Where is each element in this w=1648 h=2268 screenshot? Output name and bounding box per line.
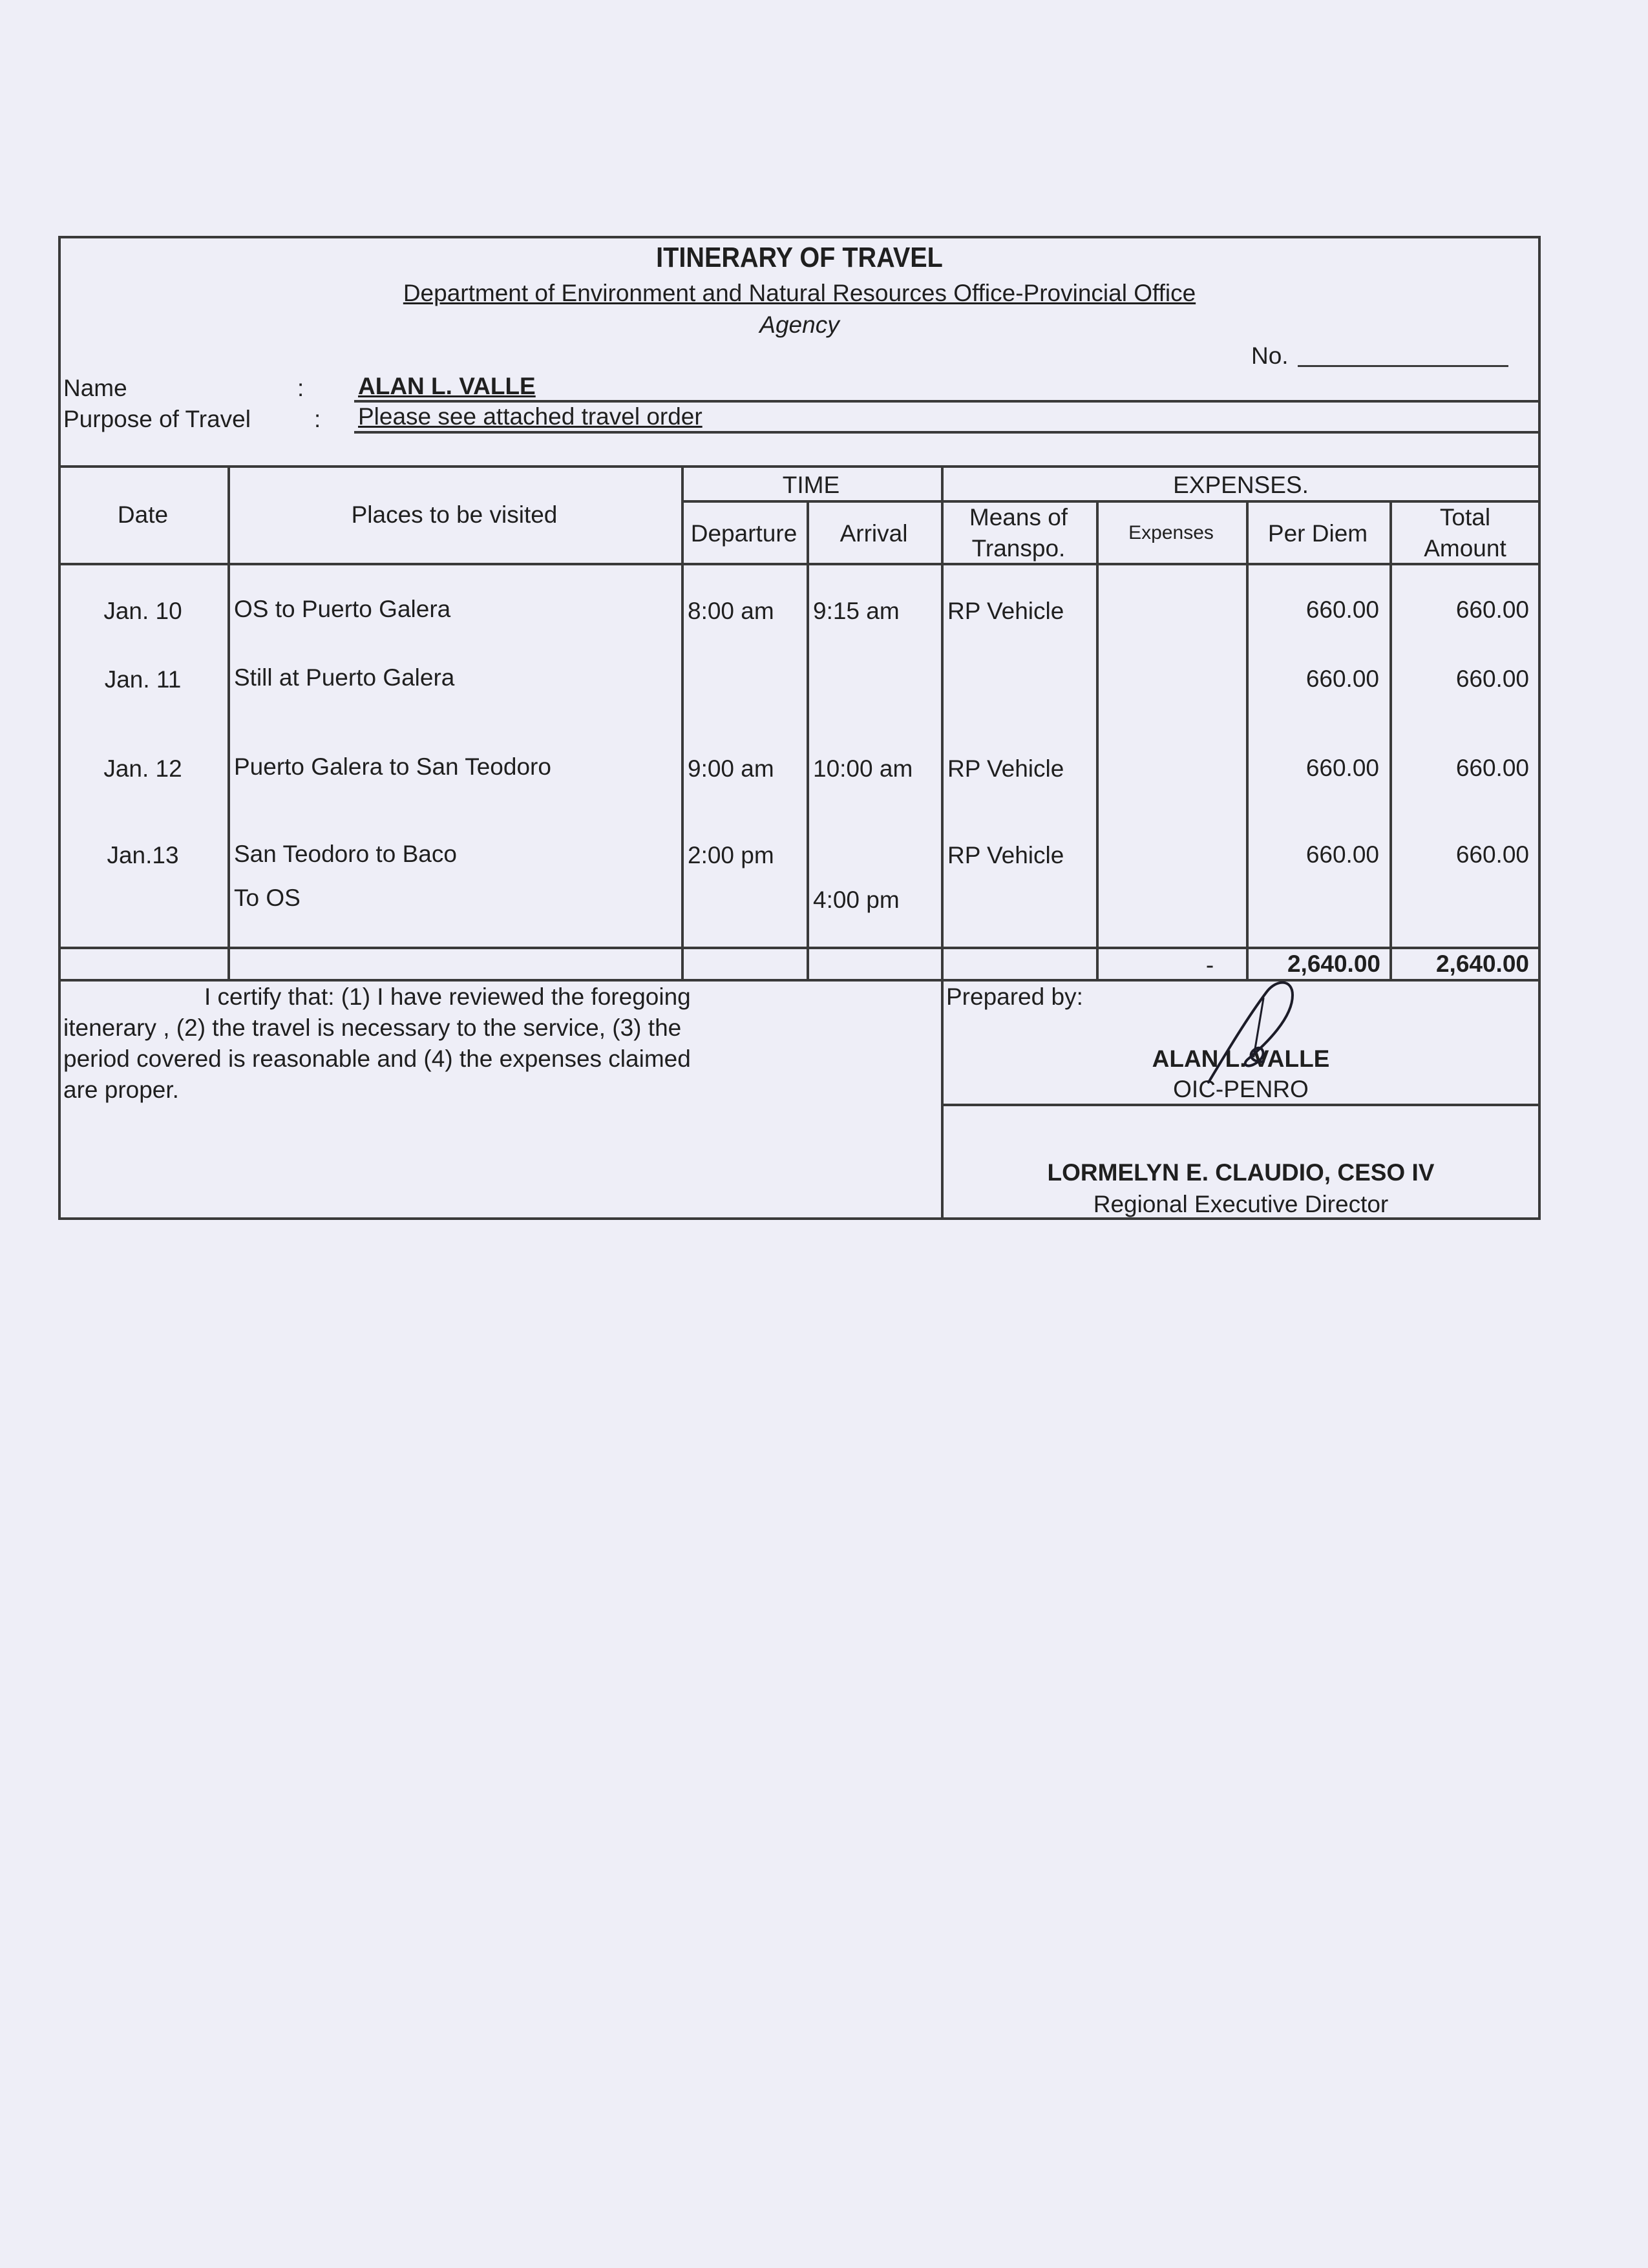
header-expenses-group: EXPENSES.: [1173, 472, 1309, 498]
certification-line3: period covered is reasonable and (4) the expenses claimed: [63, 1045, 691, 1072]
name-rule: [354, 400, 1539, 403]
purpose-label: Purpose of Travel: [63, 406, 251, 432]
row1-means: RP Vehicle: [947, 598, 1064, 624]
office-name: Department of Environment and Natural Resources Office-Provincial Office: [403, 280, 1196, 306]
prepared-by-label: Prepared by:: [946, 983, 1083, 1010]
header-bottom-line: [58, 563, 1541, 565]
col-line-expenses: [1246, 500, 1249, 980]
totals-top-line: [58, 947, 1541, 949]
total-amount: 2,640.00: [1435, 950, 1529, 977]
certification-line2: itenerary , (2) the travel is necessary to the service, (3) the: [63, 1014, 682, 1041]
row3-arrival: 10:00 am: [813, 755, 913, 782]
header-total-line2: Amount: [1424, 535, 1506, 562]
row1-total: 660.00: [1455, 596, 1529, 623]
approver-position: Regional Executive Director: [1093, 1191, 1389, 1217]
row3-per-diem: 660.00: [1305, 755, 1379, 781]
total-expenses: -: [1205, 952, 1214, 978]
row1-place: OS to Puerto Galera: [234, 596, 451, 622]
name-label: Name: [63, 375, 127, 401]
certification-line1: I certify that: (1) I have reviewed the foregoing: [204, 983, 691, 1010]
purpose-colon: :: [314, 406, 321, 432]
certification-line4: are proper.: [63, 1076, 179, 1103]
row5-arrival: 4:00 pm: [813, 887, 900, 913]
approver-name: LORMELYN E. CLAUDIO, CESO IV: [1047, 1159, 1435, 1186]
row4-total: 660.00: [1455, 841, 1529, 868]
header-means-line1: Means of: [969, 504, 1068, 530]
header-arrival: Arrival: [840, 520, 908, 547]
row4-per-diem: 660.00: [1305, 841, 1379, 868]
subheader-line: [681, 500, 1541, 503]
handwritten-signature: [1189, 972, 1312, 1089]
row3-date: Jan. 12: [103, 755, 182, 782]
row4-departure: 2:00 pm: [688, 842, 774, 868]
signature-divider: [941, 1104, 1541, 1106]
row2-date: Jan. 11: [104, 666, 182, 693]
row1-per-diem: 660.00: [1305, 596, 1379, 623]
total-per-diem: 2,640.00: [1287, 950, 1380, 977]
row1-departure: 8:00 am: [688, 598, 774, 624]
header-per-diem: Per Diem: [1267, 520, 1368, 547]
header-date: Date: [117, 501, 169, 528]
col-line-means: [1096, 500, 1099, 980]
header-total-line1: Total: [1439, 504, 1491, 530]
col-line-date: [227, 465, 230, 980]
row3-means: RP Vehicle: [947, 755, 1064, 782]
agency-label: Agency: [759, 311, 840, 338]
totals-bottom-line: [58, 979, 1541, 982]
form-title: ITINERARY OF TRAVEL: [656, 242, 943, 273]
name-value: ALAN L. VALLE: [358, 373, 536, 399]
row2-per-diem: 660.00: [1305, 666, 1379, 692]
itinerary-form: [58, 236, 1541, 1220]
prepared-by-position: OIC-PENRO: [1173, 1076, 1309, 1102]
col-line-perdiem: [1389, 500, 1392, 980]
row1-arrival: 9:15 am: [813, 598, 900, 624]
row4-date: Jan.13: [107, 842, 179, 868]
table-top-line: [58, 465, 1541, 468]
purpose-rule: [354, 431, 1539, 434]
purpose-value: Please see attached travel order: [358, 403, 703, 430]
header-places: Places to be visited: [351, 501, 558, 528]
header-time: TIME: [782, 472, 840, 498]
row2-place: Still at Puerto Galera: [234, 664, 455, 691]
row3-place: Puerto Galera to San Teodoro: [234, 753, 551, 780]
row2-total: 660.00: [1455, 666, 1529, 692]
header-departure: Departure: [690, 520, 798, 547]
col-line-arrival: [941, 465, 944, 1220]
row4-means: RP Vehicle: [947, 842, 1064, 868]
header-means-line2: Transpo.: [971, 535, 1066, 562]
row4-place: San Teodoro to Baco: [234, 841, 457, 867]
row5-place: To OS: [234, 885, 301, 911]
col-line-departure: [807, 500, 809, 980]
row1-date: Jan. 10: [103, 598, 182, 624]
name-colon: :: [297, 375, 304, 401]
number-label: No.: [1251, 342, 1289, 369]
header-expenses: Expenses: [1128, 522, 1214, 543]
row3-departure: 9:00 am: [688, 755, 774, 782]
row3-total: 660.00: [1455, 755, 1529, 781]
prepared-by-name: ALAN L. VALLE: [1152, 1045, 1330, 1072]
